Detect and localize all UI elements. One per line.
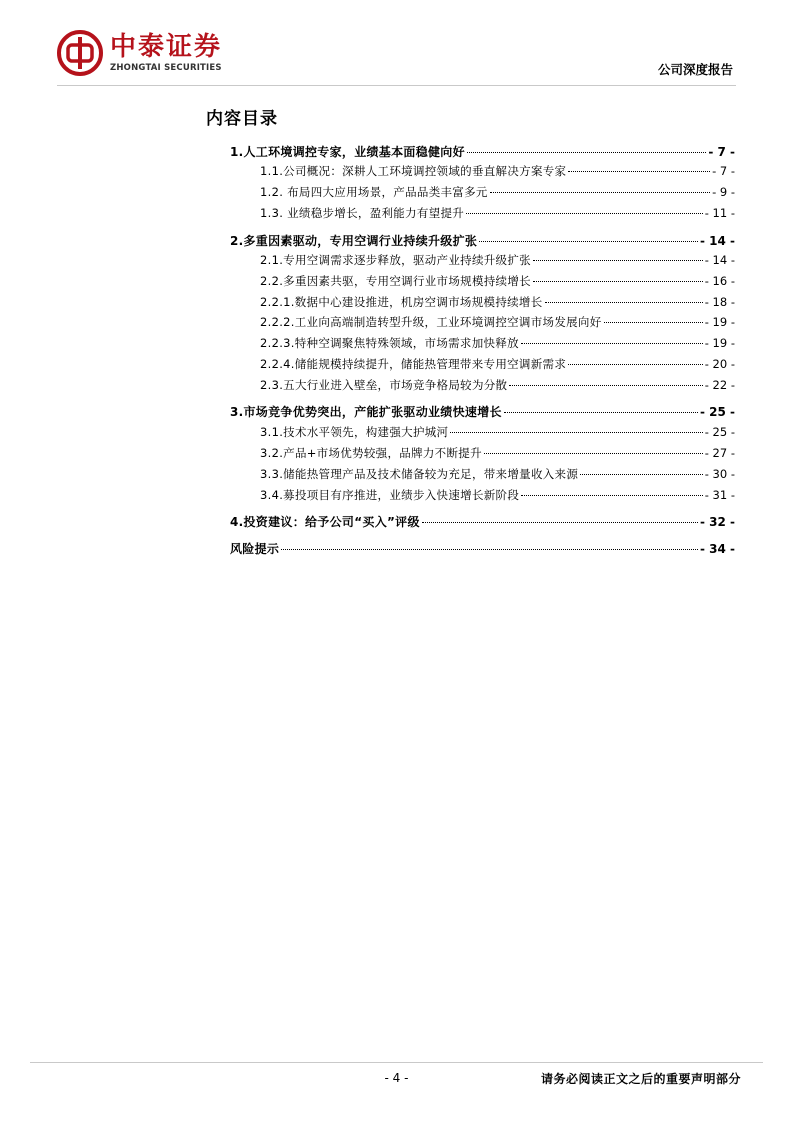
report-type-label: 公司深度报告 — [657, 62, 733, 77]
logo-chinese-name: 中泰证券 — [110, 31, 223, 62]
toc-dot-leader — [533, 281, 703, 282]
toc-entry[interactable] — [230, 513, 735, 533]
toc-entry[interactable] — [260, 445, 735, 465]
toc-dot-leader — [281, 549, 698, 550]
toc-entry[interactable] — [230, 232, 735, 252]
toc-entry-label: 2.2.2.工业向高端制造转型升级，工业环境调控空调市场发展向好 — [260, 315, 602, 329]
toc-entry-label: 风险提示 — [230, 542, 280, 556]
toc-dot-leader — [509, 385, 702, 386]
toc-entry-label: 1.1.公司概况：深耕人工环境调控领域的垂直解决方案专家 — [260, 164, 567, 178]
company-logo — [57, 30, 222, 76]
toc-dot-leader — [467, 152, 706, 153]
toc-entry-label: 4.投资建议：给予公司“买入”评级 — [230, 515, 420, 529]
toc-dot-leader — [450, 432, 702, 433]
toc-dot-leader — [490, 192, 710, 193]
toc-entry-label: 2.1.专用空调需求逐步释放，驱动产业持续升级扩张 — [260, 253, 531, 267]
toc-dot-leader — [568, 171, 710, 172]
toc-dot-leader — [580, 474, 703, 475]
toc-entry[interactable] — [260, 466, 735, 486]
toc-dot-leader — [521, 343, 703, 344]
toc-dot-leader — [484, 453, 703, 454]
toc-entry-label: 2.多重因素驱动，专用空调行业持续升级扩张 — [230, 234, 478, 248]
toc-entry-page: - 14 - — [699, 234, 735, 248]
toc-entry[interactable] — [260, 205, 735, 225]
toc-entry-page: - 16 - — [704, 274, 735, 288]
toc-entry[interactable] — [230, 403, 735, 423]
toc-entry-page: - 25 - — [704, 425, 735, 439]
toc-dot-leader — [479, 241, 698, 242]
toc-entry[interactable] — [260, 356, 735, 376]
page-header — [0, 0, 793, 90]
toc-entry-page: - 20 - — [704, 357, 735, 371]
toc-entry-page: - 9 - — [712, 185, 735, 199]
toc-entry[interactable] — [260, 314, 735, 334]
toc-entry[interactable] — [260, 252, 735, 272]
toc-entry-page: - 7 - — [712, 164, 735, 178]
toc-entry-label: 1.人工环境调控专家，业绩基本面稳健向好 — [230, 145, 465, 159]
toc-entry-page: - 34 - — [699, 542, 735, 556]
toc-entry[interactable] — [260, 487, 735, 507]
page-number: - 4 - — [384, 1071, 409, 1085]
toc-dot-leader — [604, 322, 703, 323]
toc-entry-page: - 18 - — [704, 295, 735, 309]
toc-entry-page: - 32 - — [699, 515, 735, 529]
header-divider — [57, 85, 736, 86]
toc-entry-label: 3.3.储能热管理产品及技术储备较为充足，带来增量收入来源 — [260, 467, 579, 481]
toc-entry-page: - 19 - — [704, 336, 735, 350]
toc-entry-page: - 7 - — [708, 145, 735, 159]
footer-divider — [30, 1062, 763, 1063]
toc-dot-leader — [568, 364, 703, 365]
toc-entry-label: 3.4.募投项目有序推进，业绩步入快速增长新阶段 — [260, 488, 520, 502]
toc-entry-label: 2.2.多重因素共驱，专用空调行业市场规模持续增长 — [260, 274, 531, 288]
zhongtai-logo-icon — [57, 30, 103, 76]
toc-entry-label: 1.2. 布局四大应用场景，产品品类丰富多元 — [260, 185, 488, 199]
toc-entry[interactable] — [260, 184, 735, 204]
toc-entry-page: - 27 - — [704, 446, 735, 460]
toc-entry[interactable] — [260, 335, 735, 355]
toc-dot-leader — [466, 213, 703, 214]
toc-dot-leader — [422, 522, 698, 523]
logo-english-name: ZHONGTAI SECURITIES — [110, 62, 222, 73]
toc-entry-label: 2.2.3.特种空调聚焦特殊领域，市场需求加快释放 — [260, 336, 519, 350]
toc-entry[interactable] — [260, 294, 735, 314]
toc-entry-label: 3.1.技术水平领先，构建强大护城河 — [260, 425, 449, 439]
toc-entry-label: 2.3.五大行业进入壁垒，市场竞争格局较为分散 — [260, 378, 508, 392]
toc-dot-leader — [533, 260, 703, 261]
toc-entry-label: 3.2.产品+市场优势较强，品牌力不断提升 — [260, 446, 482, 460]
toc-entry-label: 2.2.1.数据中心建设推进，机房空调市场规模持续增长 — [260, 295, 543, 309]
toc-entry[interactable] — [260, 377, 735, 397]
toc-entry-page: - 31 - — [704, 488, 735, 502]
toc-entry[interactable] — [260, 273, 735, 293]
toc-entry-page: - 19 - — [704, 315, 735, 329]
toc-entry-page: - 14 - — [704, 253, 735, 267]
toc-title: 内容目录 — [206, 109, 278, 129]
footer-disclaimer: 请务必阅读正文之后的重要声明部分 — [540, 1072, 741, 1086]
toc-entry-page: - 22 - — [704, 378, 735, 392]
toc-dot-leader — [545, 302, 703, 303]
toc-entry[interactable] — [230, 540, 735, 560]
toc-entry-page: - 25 - — [699, 405, 735, 419]
toc-entry-page: - 30 - — [704, 467, 735, 481]
toc-entry[interactable] — [260, 163, 735, 183]
toc-entry[interactable] — [260, 424, 735, 444]
toc-entry-label: 2.2.4.储能规模持续提升，储能热管理带来专用空调新需求 — [260, 357, 567, 371]
toc-entry[interactable] — [230, 143, 735, 163]
toc-entry-label: 3.市场竞争优势突出，产能扩张驱动业绩快速增长 — [230, 405, 502, 419]
toc-dot-leader — [521, 495, 703, 496]
toc-dot-leader — [504, 412, 698, 413]
toc-entry-label: 1.3. 业绩稳步增长，盈利能力有望提升 — [260, 206, 465, 220]
toc-entry-page: - 11 - — [704, 206, 735, 220]
